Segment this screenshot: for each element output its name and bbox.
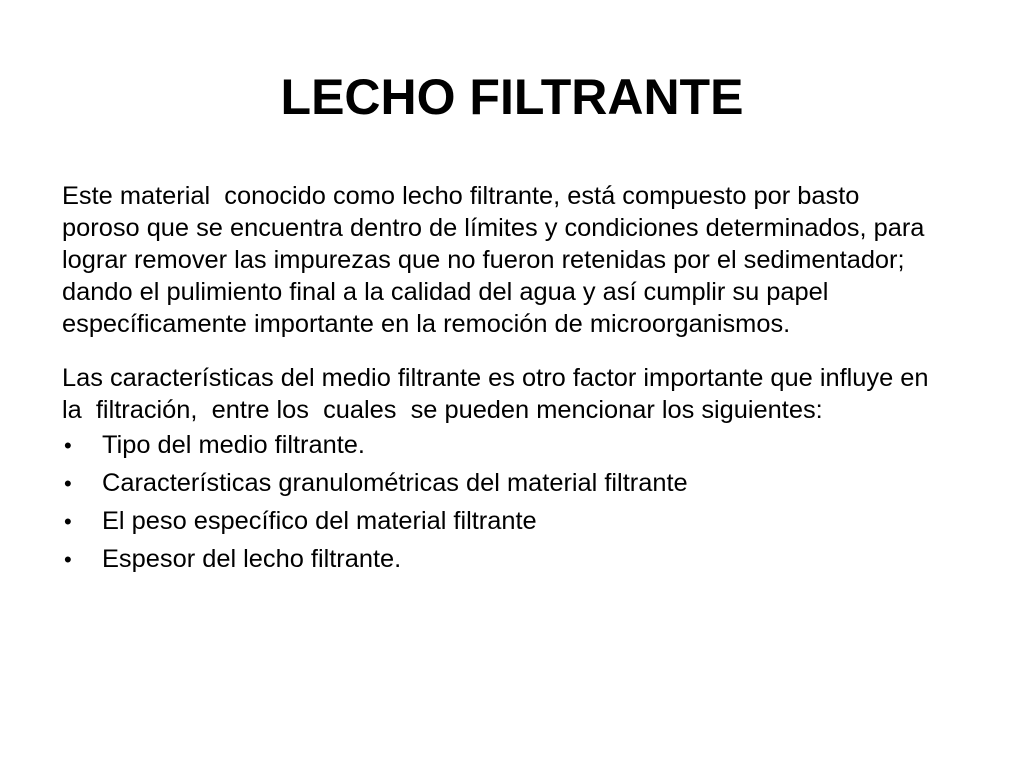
list-item bbox=[62, 429, 942, 467]
list-item bbox=[62, 467, 942, 505]
bullet-icon: • bbox=[64, 509, 72, 534]
bullet-text: El peso específico del material filtrante bbox=[102, 507, 537, 535]
bullet-icon: • bbox=[64, 547, 72, 572]
bullet-icon: • bbox=[64, 433, 72, 458]
bullet-icon: • bbox=[64, 471, 72, 496]
characteristics-paragraph: Las características del medio filtrante es otro factor importante que influye en la filtración, entre los cuales se pueden mencionar los siguientes: bbox=[62, 364, 943, 424]
slide-title: LECHO FILTRANTE bbox=[280, 69, 744, 125]
bullet-text: Espesor del lecho filtrante. bbox=[102, 545, 402, 573]
list-item bbox=[62, 505, 942, 543]
intro-paragraph: Este material conocido como lecho filtrante, está compuesto por basto poroso que se encuentra dentro de límites y condiciones determinados, para lograr remover las impurezas que no fueron retenidas por el sedimentador; dando el pulimiento final a la calidad del agua y así cumplir su papel específicamente importante en la remoción de microorganismos. bbox=[62, 182, 932, 338]
bullet-text: Características granulométricas del material filtrante bbox=[102, 469, 688, 497]
slide-body bbox=[62, 180, 942, 581]
bullet-text: Tipo del medio filtrante. bbox=[102, 431, 365, 459]
list-item bbox=[62, 543, 942, 581]
bullet-list bbox=[62, 429, 942, 581]
